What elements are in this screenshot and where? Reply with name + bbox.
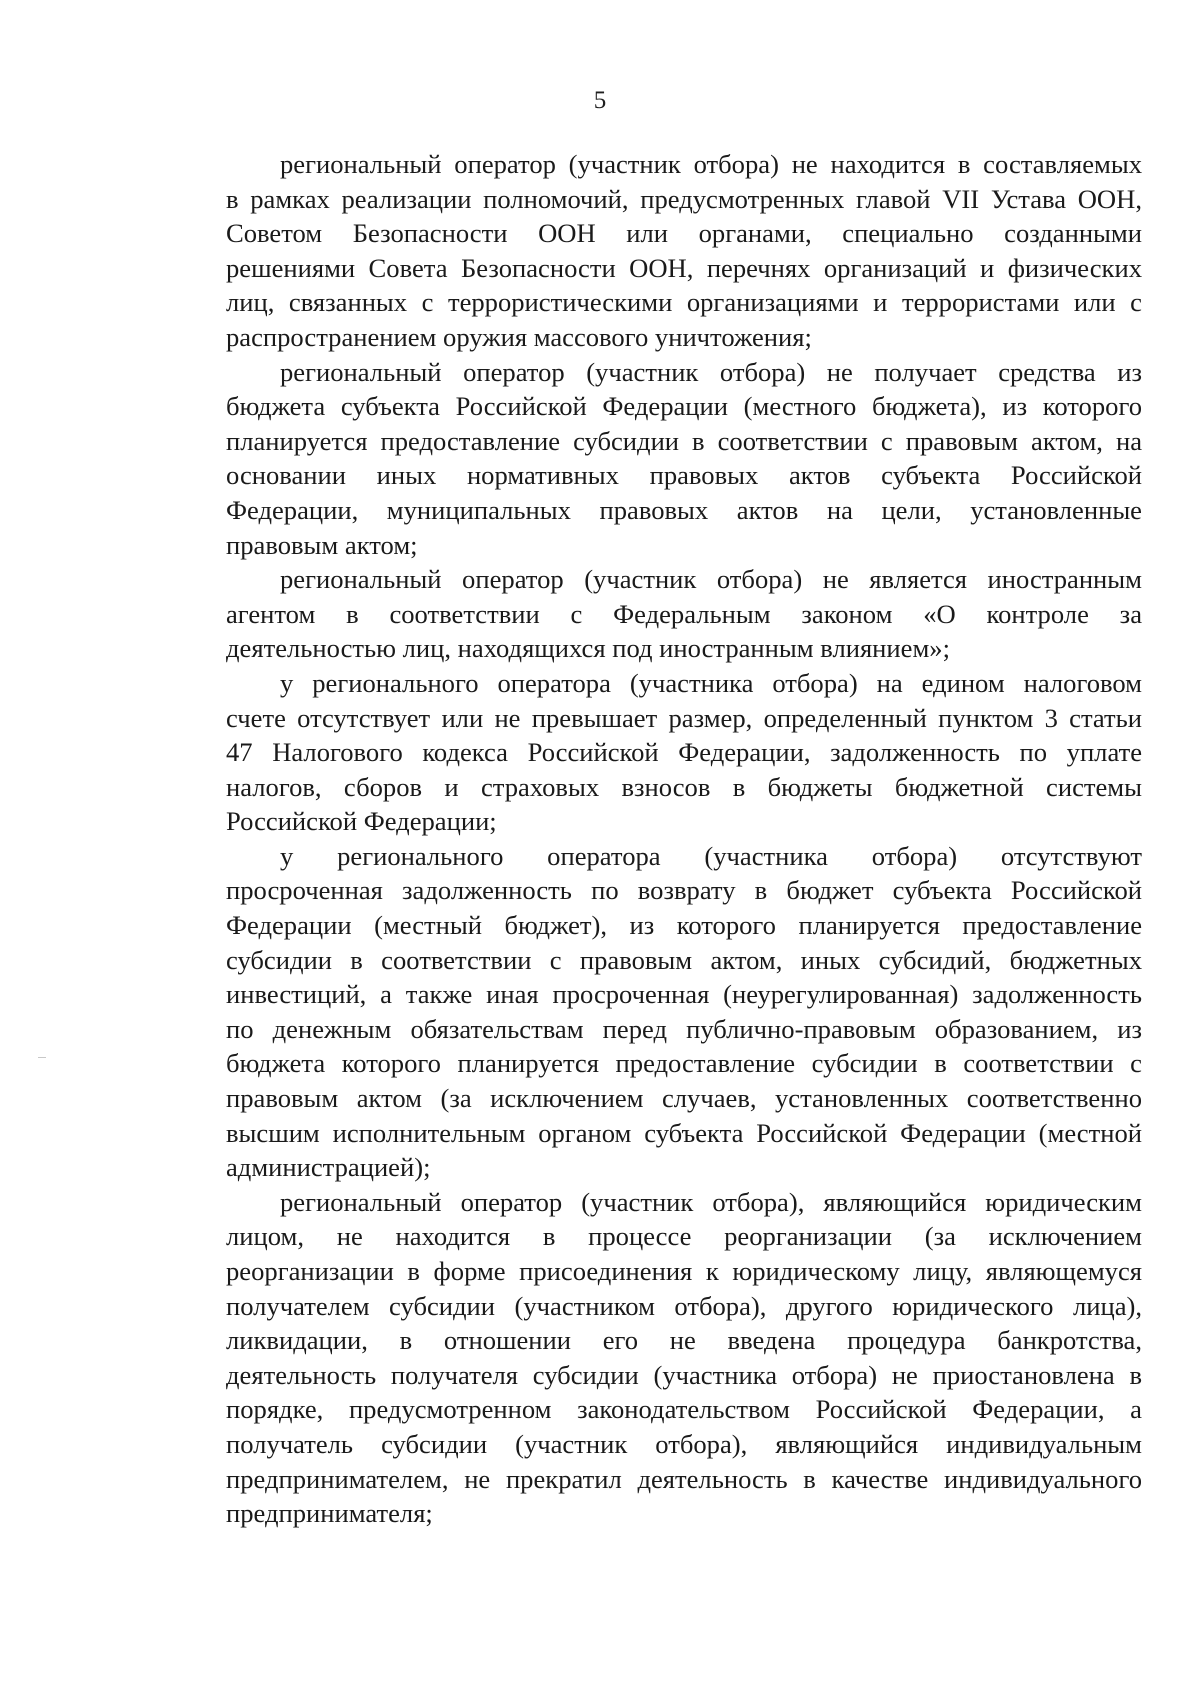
- document-body: [226, 147, 1142, 1531]
- text-line: лицом, не находится в процессе реорганизации (за исключением: [226, 1221, 1142, 1252]
- text-line: реорганизации в форме присоединения к юридическому лицу, являющемуся: [226, 1256, 1142, 1286]
- text-line: предпринимателя;: [226, 1498, 433, 1529]
- text-line: региональный оператор (участник отбора) не получает средства из: [280, 356, 1142, 387]
- text-line: агентом в соответствии с Федеральным законом «О контроле за: [226, 598, 1142, 629]
- text-line: основании иных нормативных правовых актов субъекта Российской: [226, 460, 1142, 491]
- paragraph: [226, 147, 1142, 355]
- paragraph: [226, 355, 1142, 563]
- text-line: деятельностью лиц, находящихся под иностранным влиянием»;: [226, 633, 950, 664]
- text-line: Российской Федерации;: [226, 806, 497, 837]
- text-line: правовым актом;: [226, 529, 418, 560]
- text-line: Федерации, муниципальных правовых актов на цели, установленные: [226, 494, 1142, 525]
- paragraph: [226, 666, 1142, 839]
- text-line: просроченная задолженность по возврату в бюджет субъекта Российской: [226, 875, 1142, 906]
- text-line: 47 Налогового кодекса Российской Федерации, задолженность по уплате: [226, 737, 1142, 768]
- text-line: региональный оператор (участник отбора) не находится в составляемых: [280, 149, 1142, 179]
- text-line: Советом Безопасности ООН или органами, специально созданными: [226, 218, 1142, 249]
- text-line: порядке, предусмотренном законодательством Российской Федерации, а: [226, 1394, 1142, 1425]
- text-line: получателем субсидии (участником отбора), другого юридического лица),: [226, 1290, 1142, 1321]
- text-line: решениями Совета Безопасности ООН, перечнях организаций и физических: [226, 252, 1142, 283]
- text-line: счете отсутствует или не превышает размер, определенный пунктом 3 статьи: [226, 702, 1142, 733]
- paragraph: [226, 1185, 1142, 1531]
- text-line: лиц, связанных с террористическими организациями и террористами или с: [226, 287, 1142, 318]
- text-line: деятельность получателя субсидии (участника отбора) не приостановлена в: [226, 1359, 1142, 1390]
- text-line: администрацией);: [226, 1152, 431, 1183]
- page-number: 5: [593, 87, 607, 114]
- text-line: правовым актом (за исключением случаев, установленных соответственно: [226, 1083, 1142, 1114]
- text-line: региональный оператор (участник отбора), являющийся юридическим: [280, 1186, 1142, 1217]
- paragraph: [226, 839, 1142, 1185]
- text-line: инвестиций, а также иная просроченная (неурегулированная) задолженность: [226, 979, 1142, 1010]
- text-line: региональный оператор (участник отбора) не является иностранным: [280, 564, 1142, 595]
- text-line: налогов, сборов и страховых взносов в бюджеты бюджетной системы: [226, 771, 1142, 802]
- text-line: распространением оружия массового уничтожения;: [226, 321, 812, 352]
- text-line: ликвидации, в отношении его не введена процедура банкротства,: [226, 1325, 1142, 1356]
- text-line: бюджета субъекта Российской Федерации (местного бюджета), из которого: [226, 391, 1142, 422]
- text-line: получатель субсидии (участник отбора), являющийся индивидуальным: [226, 1428, 1142, 1459]
- text-line: у регионального оператора (участника отбора) отсутствуют: [280, 840, 1142, 871]
- text-line: планируется предоставление субсидии в соответствии с правовым актом, на: [226, 425, 1142, 456]
- text-line: предпринимателем, не прекратил деятельность в качестве индивидуального: [226, 1463, 1142, 1494]
- text-line: Федерации (местный бюджет), из которого планируется предоставление: [226, 910, 1142, 941]
- text-line: бюджета которого планируется предоставление субсидии в соответствии с: [226, 1048, 1142, 1079]
- paragraph: [226, 562, 1142, 666]
- margin-scan-mark: [38, 1057, 46, 1058]
- text-line: у регионального оператора (участника отбора) на едином налоговом: [280, 667, 1142, 698]
- text-line: субсидии в соответствии с правовым актом, иных субсидий, бюджетных: [226, 944, 1142, 975]
- text-line: высшим исполнительным органом субъекта Российской Федерации (местной: [226, 1117, 1142, 1148]
- text-line: в рамках реализации полномочий, предусмотренных главой VII Устава ООН,: [226, 183, 1142, 214]
- text-line: по денежным обязательствам перед публично-правовым образованием, из: [226, 1013, 1142, 1044]
